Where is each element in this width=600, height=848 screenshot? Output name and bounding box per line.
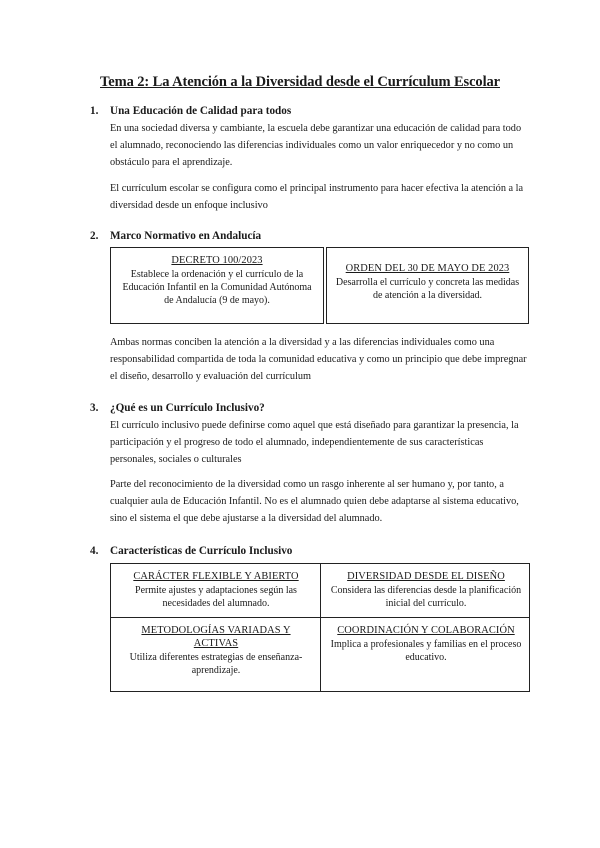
paragraph: Ambas normas conciben la atención a la diversidad y a las diferencias individuales como una responsabilidad compartida de toda la comunidad educativa y como un principio que debe impregnar el diseño, desarrollo y evaluación del currículum bbox=[110, 337, 527, 382]
cell-text: Permite ajustes y adaptaciones según las necesidades del alumnado. bbox=[135, 585, 297, 609]
paragraph: Parte del reconocimiento de la diversidad como un rasgo inherente al ser humano y, por tanto, a cualquier aula de Educación Infantil. No es el alumnado quien debe adaptarse al sistema educativo, sino el sistema el que debe ajustarse a la diversidad del alumnado. bbox=[110, 479, 519, 524]
section-2-heading bbox=[90, 230, 261, 242]
section-3-heading bbox=[90, 402, 265, 414]
paragraph: En una sociedad diversa y cambiante, la escuela debe garantizar una educación de calidad para todo el alumnado, reconociendo las diferencias individuales como un valor enriquecedor y no como un obstáculo para el aprendizaje. bbox=[110, 123, 522, 168]
box-text: Establece la ordenación y el currículo de la Educación Infantil en la Comunidad Autónoma de Andalucía (9 de mayo). bbox=[122, 269, 312, 306]
section-4-heading bbox=[90, 545, 292, 557]
section-number: 4. bbox=[90, 545, 99, 557]
section-title: ¿Qué es un Currículo Inclusivo? bbox=[110, 402, 265, 414]
characteristic-cell bbox=[321, 618, 531, 682]
cell-text: Utiliza diferentes estrategias de enseñanza-aprendizaje. bbox=[129, 652, 303, 676]
cell-text: Considera las diferencias desde la planificación inicial del currículo. bbox=[330, 585, 522, 609]
box-title: ORDEN DEL 30 DE MAYO DE 2023 bbox=[345, 263, 510, 274]
box-text: Desarrolla el currículo y concreta las medidas de atención a la diversidad. bbox=[335, 277, 520, 301]
characteristics-grid bbox=[110, 563, 530, 692]
cell-title: CARÁCTER FLEXIBLE Y ABIERTO bbox=[133, 571, 299, 582]
section-number: 1. bbox=[90, 105, 99, 117]
cell-title: COORDINACIÓN Y COLABORACIÓN bbox=[337, 625, 515, 636]
cell-text: Implica a profesionales y familias en el proceso educativo. bbox=[330, 639, 522, 663]
section-title: Características de Currículo Inclusivo bbox=[110, 545, 293, 557]
paragraph: El currículo inclusivo puede definirse como aquel que está diseñado para garantizar la presencia, la participación y el progreso de todo el alumnado, independientemente de sus características personales, sociales o culturales bbox=[110, 420, 519, 465]
cell-title: METODOLOGÍAS VARIADAS Y ACTIVAS bbox=[141, 625, 291, 649]
normative-box-orden bbox=[326, 247, 529, 324]
characteristic-cell bbox=[111, 618, 321, 682]
document-title: Tema 2: La Atención a la Diversidad desde el Currículum Escolar bbox=[100, 74, 500, 90]
paragraph: El currículum escolar se configura como el principal instrumento para hacer efectiva la atención a la diversidad desde un enfoque inclusivo bbox=[110, 183, 524, 211]
section-title: Una Educación de Calidad para todos bbox=[110, 105, 292, 117]
box-title: DECRETO 100/2023 bbox=[171, 255, 263, 266]
section-number: 2. bbox=[90, 230, 99, 242]
normative-box-decreto bbox=[110, 247, 324, 324]
section-1-heading bbox=[90, 105, 291, 117]
cell-title: DIVERSIDAD DESDE EL DISEÑO bbox=[347, 571, 505, 582]
section-number: 3. bbox=[90, 402, 99, 414]
section-title: Marco Normativo en Andalucía bbox=[110, 230, 262, 242]
